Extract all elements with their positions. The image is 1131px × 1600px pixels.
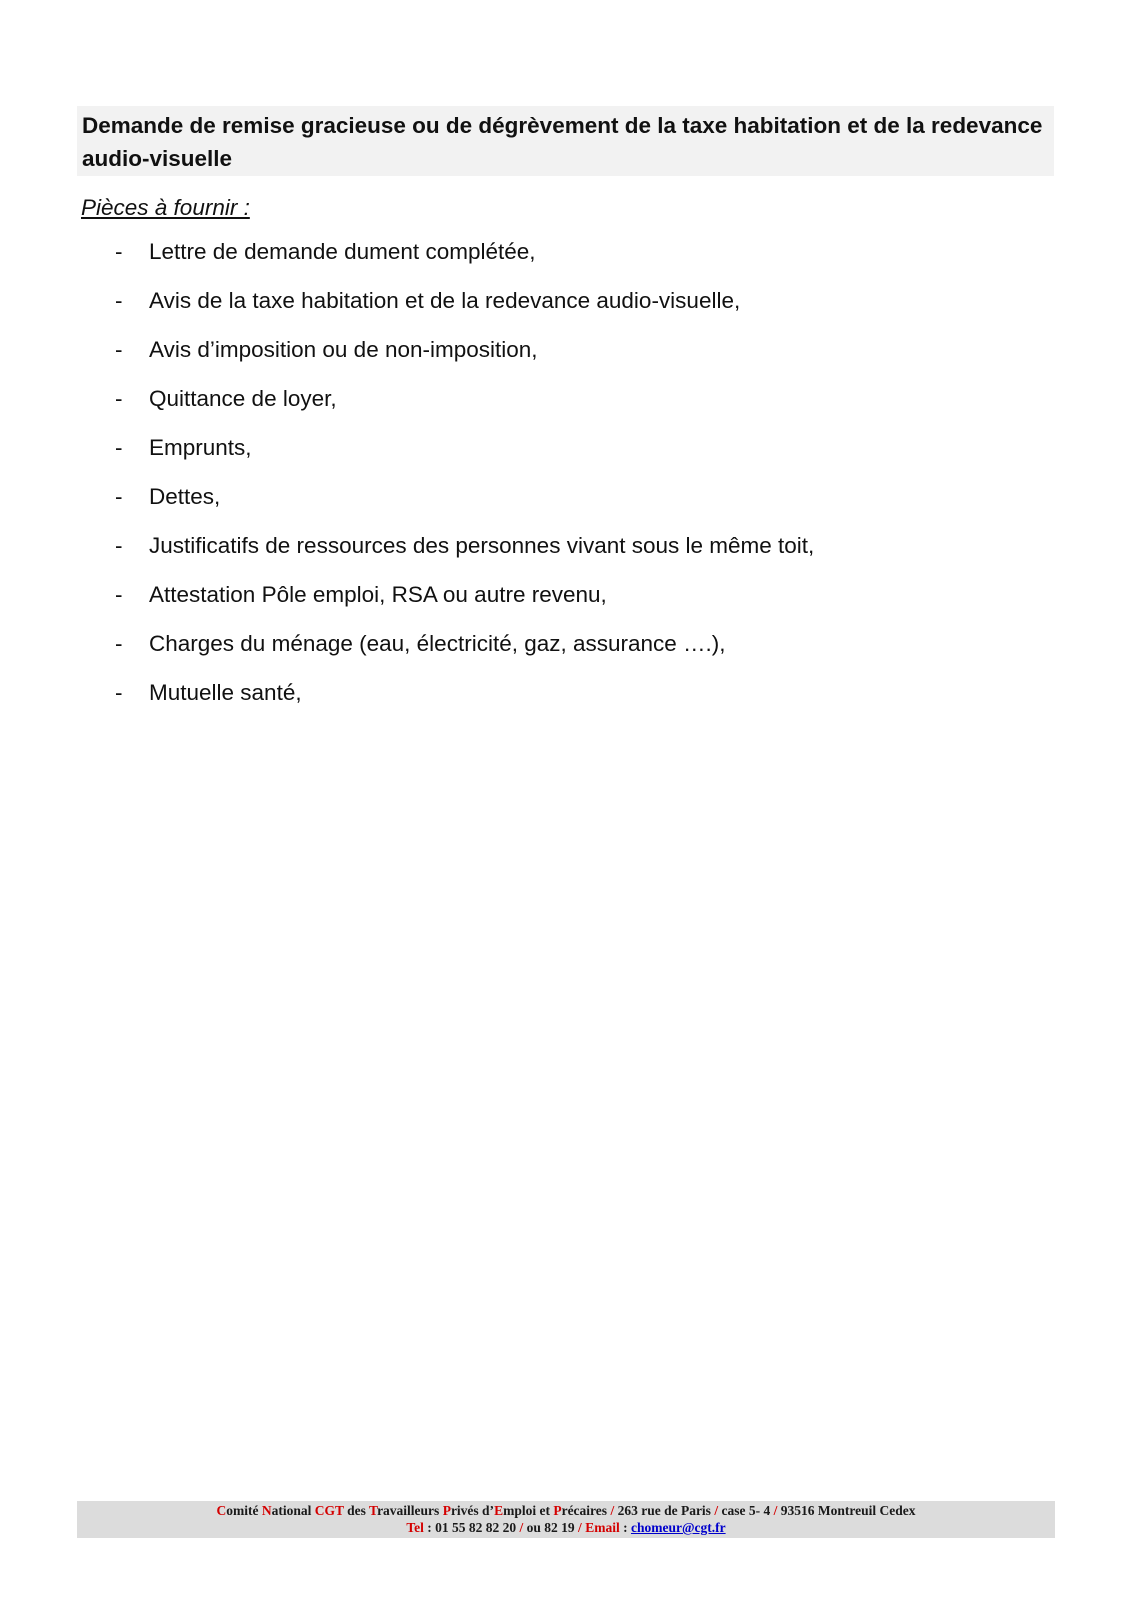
- list-item-text: Avis de la taxe habitation et de la redevance audio-visuelle,: [149, 288, 741, 313]
- footer-case: case 5- 4: [718, 1503, 774, 1518]
- list-bullet: -: [115, 680, 123, 705]
- list-item: [0, 530, 1000, 562]
- list-item-text: Justificatifs de ressources des personnes vivant sous le même toit,: [149, 533, 815, 558]
- list-item-text: Quittance de loyer,: [149, 386, 337, 411]
- footer-email-label: Email: [581, 1520, 620, 1535]
- footer-word: des: [343, 1503, 370, 1518]
- footer-word: omité: [226, 1503, 262, 1518]
- footer-word: mploi et: [503, 1503, 554, 1518]
- footer-initial: P: [553, 1503, 562, 1518]
- list-bullet: -: [115, 582, 123, 607]
- list-bullet: -: [115, 484, 123, 509]
- page-footer: [77, 1501, 1055, 1538]
- list-item: [0, 579, 1000, 611]
- list-item-text: Attestation Pôle emploi, RSA ou autre revenu,: [149, 582, 607, 607]
- footer-word: récaires: [561, 1503, 611, 1518]
- list-item-text: Mutuelle santé,: [149, 680, 302, 705]
- title-box: [77, 106, 1054, 176]
- footer-organization-line: [77, 1502, 1055, 1519]
- list-bullet: -: [115, 533, 123, 558]
- list-item: [0, 432, 1000, 464]
- footer-separator: /: [773, 1503, 778, 1518]
- list-item: [0, 334, 1000, 366]
- footer-separator: /: [714, 1503, 719, 1518]
- list-item: [0, 285, 1000, 317]
- list-item: [0, 236, 1000, 268]
- list-item-text: Emprunts,: [149, 435, 252, 460]
- footer-initial: C: [216, 1503, 227, 1518]
- list-bullet: -: [115, 386, 123, 411]
- footer-initial: P: [442, 1503, 451, 1518]
- footer-tel-alt: ou 82 19: [523, 1520, 579, 1535]
- list-item: [0, 481, 1000, 513]
- footer-email-link[interactable]: chomeur@cgt.fr: [630, 1520, 726, 1535]
- list-item-text: Avis d’imposition ou de non-imposition,: [149, 337, 538, 362]
- document-title: Demande de remise gracieuse ou de dégrèvement de la taxe habitation et de la redevance audio-visuelle: [82, 113, 1043, 171]
- list-bullet: -: [115, 288, 123, 313]
- footer-address: 263 rue de Paris: [614, 1503, 715, 1518]
- footer-contact-line: [77, 1519, 1055, 1536]
- footer-separator: /: [610, 1503, 615, 1518]
- footer-initial: E: [494, 1503, 504, 1518]
- list-bullet: -: [115, 631, 123, 656]
- footer-tel-label: Tel: [406, 1520, 424, 1535]
- footer-city: 93516 Montreuil Cedex: [777, 1503, 916, 1518]
- list-item: [0, 383, 1000, 415]
- list-bullet: -: [115, 239, 123, 264]
- section-subtitle: Pièces à fournir :: [81, 195, 250, 220]
- footer-separator: /: [578, 1520, 582, 1535]
- list-bullet: -: [115, 337, 123, 362]
- footer-tel-value: : 01 55 82 82 20: [423, 1520, 520, 1535]
- list-bullet: -: [115, 435, 123, 460]
- list-item-text: Charges du ménage (eau, électricité, gaz, assurance ….),: [149, 631, 726, 656]
- footer-word: ravailleurs: [377, 1503, 443, 1518]
- list-item-text: Dettes,: [149, 484, 221, 509]
- footer-word: ational: [271, 1503, 315, 1518]
- footer-word: rivés d’: [450, 1503, 495, 1518]
- list-item: [0, 628, 1000, 660]
- footer-initial: N: [261, 1503, 272, 1518]
- footer-initial: T: [369, 1503, 378, 1518]
- footer-separator: /: [519, 1520, 524, 1535]
- footer-email-colon: :: [619, 1520, 631, 1535]
- list-item: [0, 677, 1000, 709]
- list-item-text: Lettre de demande dument complétée,: [149, 239, 536, 264]
- footer-initial: CGT: [314, 1503, 344, 1518]
